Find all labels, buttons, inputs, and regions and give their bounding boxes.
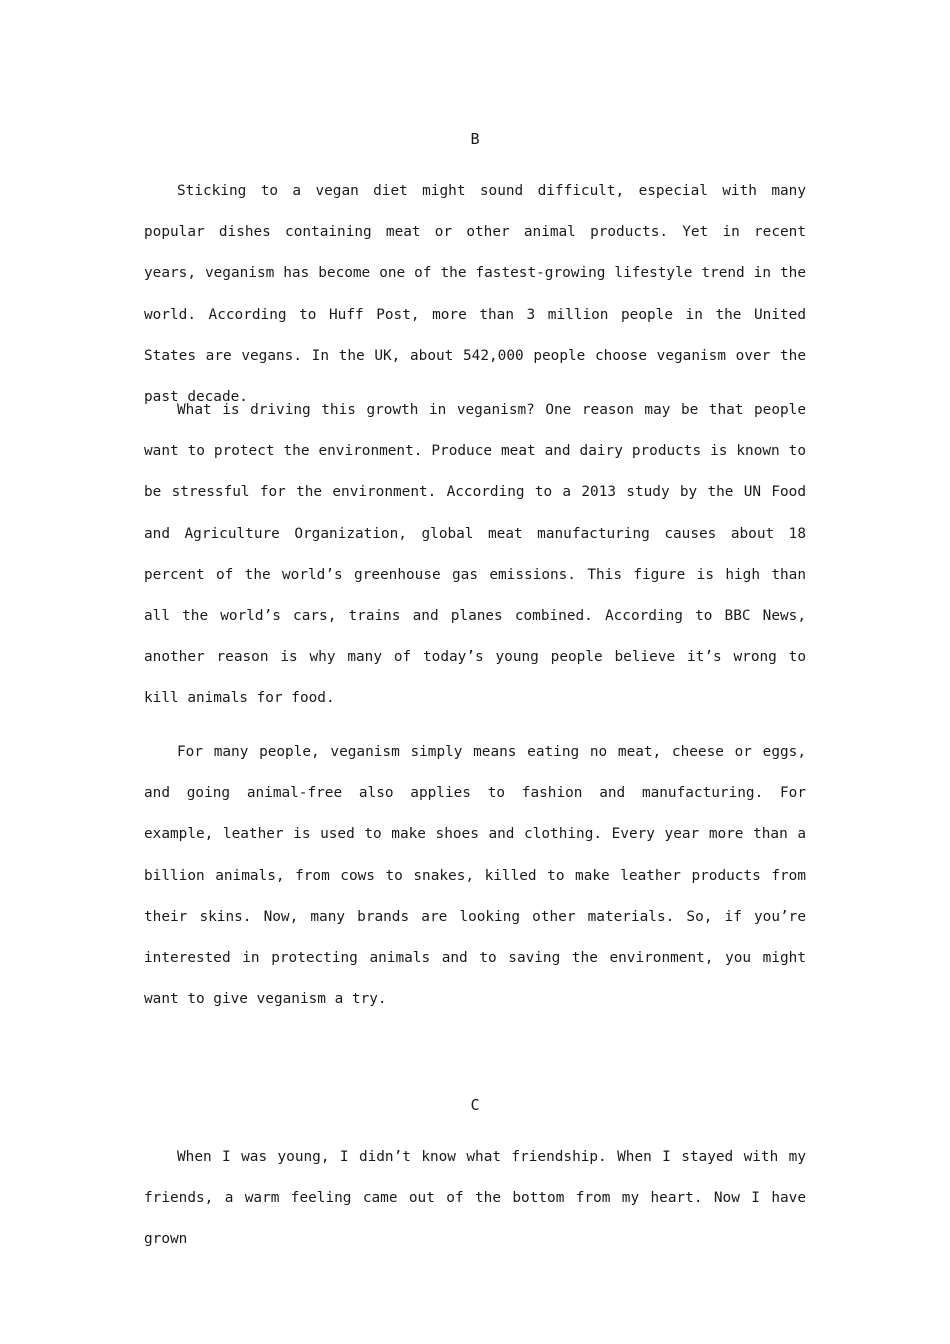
section-b-paragraph-3: For many people, veganism simply means eating no meat, cheese or eggs, and going animal-free also applies to fashion and manufacturing. For example, leather is used to make shoes and clothing. Every year more than a billion animals, from cows to snakes, killed to make leather products from their skins. Now, many brands are looking other materials. So, if you’re interested in protecting animals and to saving the environment, you might want to give veganism a try.: [144, 744, 806, 1008]
section-b-paragraph-2: What is driving this growth in veganism? One reason may be that people want to protect the environment. Produce meat and dairy products is known to be stressful for the environment. According to a 2013 study by the UN Food and Agriculture Organization, global meat manufacturing causes about 18 percent of the world’s greenhouse gas emissions. This figure is high than all the world’s cars, trains and planes combined. According to BBC News, another reason is why many of today’s young people believe it’s wrong to kill animals for food.: [144, 402, 806, 707]
section-c-heading: C: [470, 1096, 480, 1114]
section-b-paragraph-1: Sticking to a vegan diet might sound difficult, especial with many popular dishes containing meat or other animal products. Yet in recent years, veganism has become one of the fastest-growing lifestyle trend in the world. According to Huff Post, more than 3 million people in the United States are vegans. In the UK, about 542,000 people choose veganism over the past decade.: [144, 183, 806, 406]
section-c-paragraph-1: When I was young, I didn’t know what friendship. When I stayed with my friends, a warm feeling came out of the bottom from my heart. Now I have grown: [144, 1149, 806, 1248]
section-b-heading: B: [470, 130, 480, 148]
